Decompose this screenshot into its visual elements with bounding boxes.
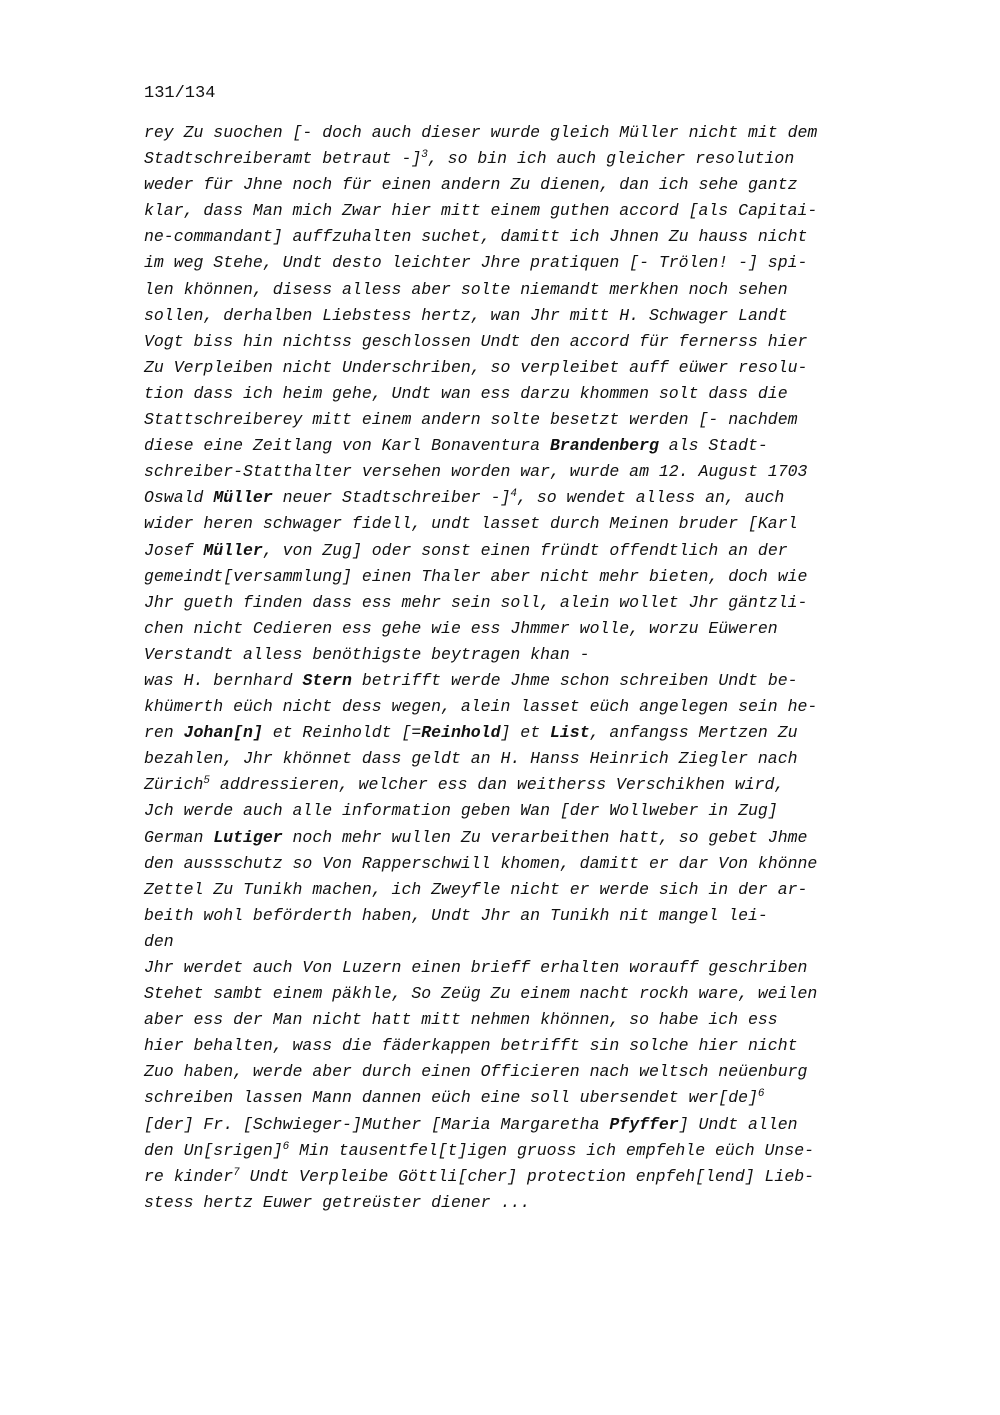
text-segment: re kinder <box>144 1166 234 1186</box>
text-segment: Min tausentfel[t]igen gruoss ich empfehle eüch Unse- <box>289 1140 815 1160</box>
text-segment: noch mehr wullen Zu verarbeithen hatt, so gebet Jhme <box>282 827 808 847</box>
letter-body <box>144 120 944 1216</box>
text-line <box>144 459 944 485</box>
footnote-marker: 6 <box>757 1088 765 1101</box>
text-segment: tion dass ich heim gehe, Undt wan ess darzu khommen solt dass die <box>144 383 788 403</box>
text-segment: Stehet sambt einem päkhle, So Zeüg Zu einem nacht rockh ware, weilen <box>144 984 818 1004</box>
text-segment: len khönnen, disess alless aber solte niemandt merkhen noch sehen <box>144 279 788 299</box>
text-segment: Stadtschreiberamt betraut -] <box>144 149 422 169</box>
text-line <box>144 381 944 407</box>
text-line <box>144 1033 944 1059</box>
text-segment: weder für Jhne noch für einen andern Zu dienen, dan ich sehe gantz <box>144 175 798 195</box>
text-segment: khümerth eüch nicht dess wegen, alein lasset eüch angelegen sein he- <box>144 697 818 717</box>
text-segment: rey Zu suochen [- doch auch dieser wurde gleich Müller nicht mit dem <box>144 123 818 142</box>
text-segment: Verstandt alless benöthigste beytragen khan - <box>144 644 590 664</box>
text-line <box>144 303 944 329</box>
text-segment: Zuo haben, werde aber durch einen Officieren nach weltsch neüenburg <box>144 1062 808 1082</box>
bold-name: Müller <box>213 488 273 508</box>
page-number: 131/134 <box>144 84 216 103</box>
text-line <box>144 929 944 955</box>
text-line <box>144 564 944 590</box>
text-segment: ] et <box>500 723 550 743</box>
text-segment: neuer Stadtschreiber -] <box>272 488 511 508</box>
text-segment: Jch werde auch alle information geben Wan [der Wollweber in Zug] <box>144 801 778 821</box>
text-line <box>144 355 944 381</box>
footnote-marker: 3 <box>421 149 428 162</box>
text-line <box>144 851 944 877</box>
text-segment: schreiber-Statthalter versehen worden war, wurde am 12. August 1703 <box>144 462 808 482</box>
bold-name: Johan[n] <box>183 723 263 743</box>
text-segment: den Un[srigen] <box>144 1140 283 1160</box>
text-line <box>144 668 944 694</box>
text-segment: gemeindt[versammlung] einen Thaler aber nicht mehr bieten, doch wie <box>144 566 808 586</box>
text-line <box>144 694 944 720</box>
bold-name: Reinhold <box>421 723 501 743</box>
text-segment: sollen, derhalben Liebstess hertz, wan Jhr mitt H. Schwager Landt <box>144 305 788 325</box>
footnote-marker: 7 <box>233 1166 240 1179</box>
text-segment: aber ess der Man nicht hatt mitt nehmen khönnen, so habe ich ess <box>144 1010 778 1030</box>
text-line <box>144 172 944 198</box>
text-line <box>144 616 944 642</box>
text-segment: stess hertz Euwer getreüster diener ... <box>144 1192 531 1212</box>
text-line <box>144 746 944 772</box>
text-segment: Zu Verpleiben nicht Underschriben, so verpleibet auff eüwer resolu- <box>144 357 808 377</box>
footnote-marker: 4 <box>510 488 517 501</box>
text-segment: German <box>144 827 214 847</box>
text-line <box>144 407 944 433</box>
text-segment: ren <box>144 723 184 743</box>
bold-name: Lutiger <box>213 827 283 847</box>
text-line <box>144 1190 944 1216</box>
text-segment: diese eine Zeitlang von Karl Bonaventura <box>144 436 550 456</box>
text-segment: beith wohl beförderth haben, Undt Jhr an Tunikh nit mangel lei- <box>144 905 768 925</box>
text-line <box>144 877 944 903</box>
text-segment: betrifft werde Jhme schon schreiben Undt be- <box>351 670 798 690</box>
text-line <box>144 1059 944 1085</box>
text-segment: [der] Fr. [Schwieger-]Muther [Maria Margaretha <box>144 1114 610 1134</box>
text-line <box>144 511 944 537</box>
text-line <box>144 538 944 564</box>
footnote-marker: 6 <box>282 1140 290 1153</box>
bold-name: Stern <box>302 670 352 690</box>
text-segment: was H. bernhard <box>144 670 303 690</box>
text-segment: Vogt biss hin nichtss geschlossen Undt den accord für fernerss hier <box>144 331 808 351</box>
text-line <box>144 981 944 1007</box>
text-line <box>144 772 944 798</box>
text-segment: den aussschutz so Von Rapperschwill khomen, damitt er dar Von khönne <box>144 853 818 873</box>
text-segment: wider heren schwager fidell, undt lasset durch Meinen bruder [Karl <box>144 514 798 534</box>
text-segment: , anfangss Mertzen Zu <box>589 723 798 743</box>
text-line <box>144 329 944 355</box>
text-line <box>144 825 944 851</box>
text-segment: ] Undt allen <box>678 1114 798 1134</box>
text-line <box>144 277 944 303</box>
footnote-marker: 5 <box>203 775 211 788</box>
bold-name: List <box>550 723 590 743</box>
text-line <box>144 120 944 146</box>
text-segment: als Stadt- <box>658 436 768 456</box>
text-segment: Jhr gueth finden dass ess mehr sein soll, alein wollet Jhr gäntzli- <box>144 592 808 612</box>
text-segment: Zürich <box>144 775 204 795</box>
text-line <box>144 903 944 929</box>
text-segment: Stattschreiberey mitt einem andern solte besetzt werden [- nachdem <box>144 410 798 430</box>
text-line <box>144 146 944 172</box>
text-segment: addressieren, welcher ess dan weitherss Verschikhen wird, <box>210 775 785 795</box>
text-segment: , so bin ich auch gleicher resolution <box>427 149 795 169</box>
text-segment: Jhr werdet auch Von Luzern einen brieff erhalten worauff geschriben <box>144 958 808 977</box>
text-segment: , so wendet alless an, auch <box>516 488 785 508</box>
text-line <box>144 1112 944 1138</box>
text-segment: den <box>144 931 174 951</box>
text-segment: Zettel Zu Tunikh machen, ich Zweyfle nicht er werde sich in der ar- <box>144 879 808 899</box>
text-segment: klar, dass Man mich Zwar hier mitt einem guthen accord [als Capitai- <box>144 201 818 221</box>
text-line <box>144 224 944 250</box>
text-line <box>144 1138 944 1164</box>
text-line <box>144 250 944 276</box>
text-line <box>144 955 944 981</box>
bold-name: Müller <box>203 540 263 560</box>
text-segment: Oswald <box>144 488 214 508</box>
bold-name: Pfyffer <box>609 1114 679 1134</box>
text-line <box>144 1007 944 1033</box>
text-line <box>144 590 944 616</box>
text-segment: im weg Stehe, Undt desto leichter Jhre pratiquen [- Trölen! -] spi- <box>144 253 808 273</box>
text-segment: bezahlen, Jhr khönnet dass geldt an H. Hanss Heinrich Ziegler nach <box>144 749 798 769</box>
text-segment: , von Zug] oder sonst einen fründt offendtlich an der <box>262 540 788 560</box>
text-line <box>144 198 944 224</box>
text-line <box>144 642 944 668</box>
text-segment: ne-commandant] auffzuhalten suchet, damitt ich Jhnen Zu hauss nicht <box>144 227 808 247</box>
text-segment: et Reinholdt [= <box>262 723 422 743</box>
text-line <box>144 720 944 746</box>
text-segment: chen nicht Cedieren ess gehe wie ess Jhmmer wolle, worzu Eüweren <box>144 618 778 638</box>
text-segment: Josef <box>144 540 204 560</box>
text-line <box>144 485 944 511</box>
text-line <box>144 1164 944 1190</box>
text-segment: schreiben lassen Mann dannen eüch eine soll ubersendet wer[de] <box>144 1088 758 1108</box>
text-line <box>144 798 944 824</box>
text-segment: hier behalten, wass die fäderkappen betrifft sin solche hier nicht <box>144 1036 798 1056</box>
text-line <box>144 433 944 459</box>
text-line <box>144 1085 944 1111</box>
bold-name: Brandenberg <box>549 436 659 456</box>
text-segment: Undt Verpleibe Göttli[cher] protection enpfeh[lend] Lieb- <box>239 1166 815 1186</box>
